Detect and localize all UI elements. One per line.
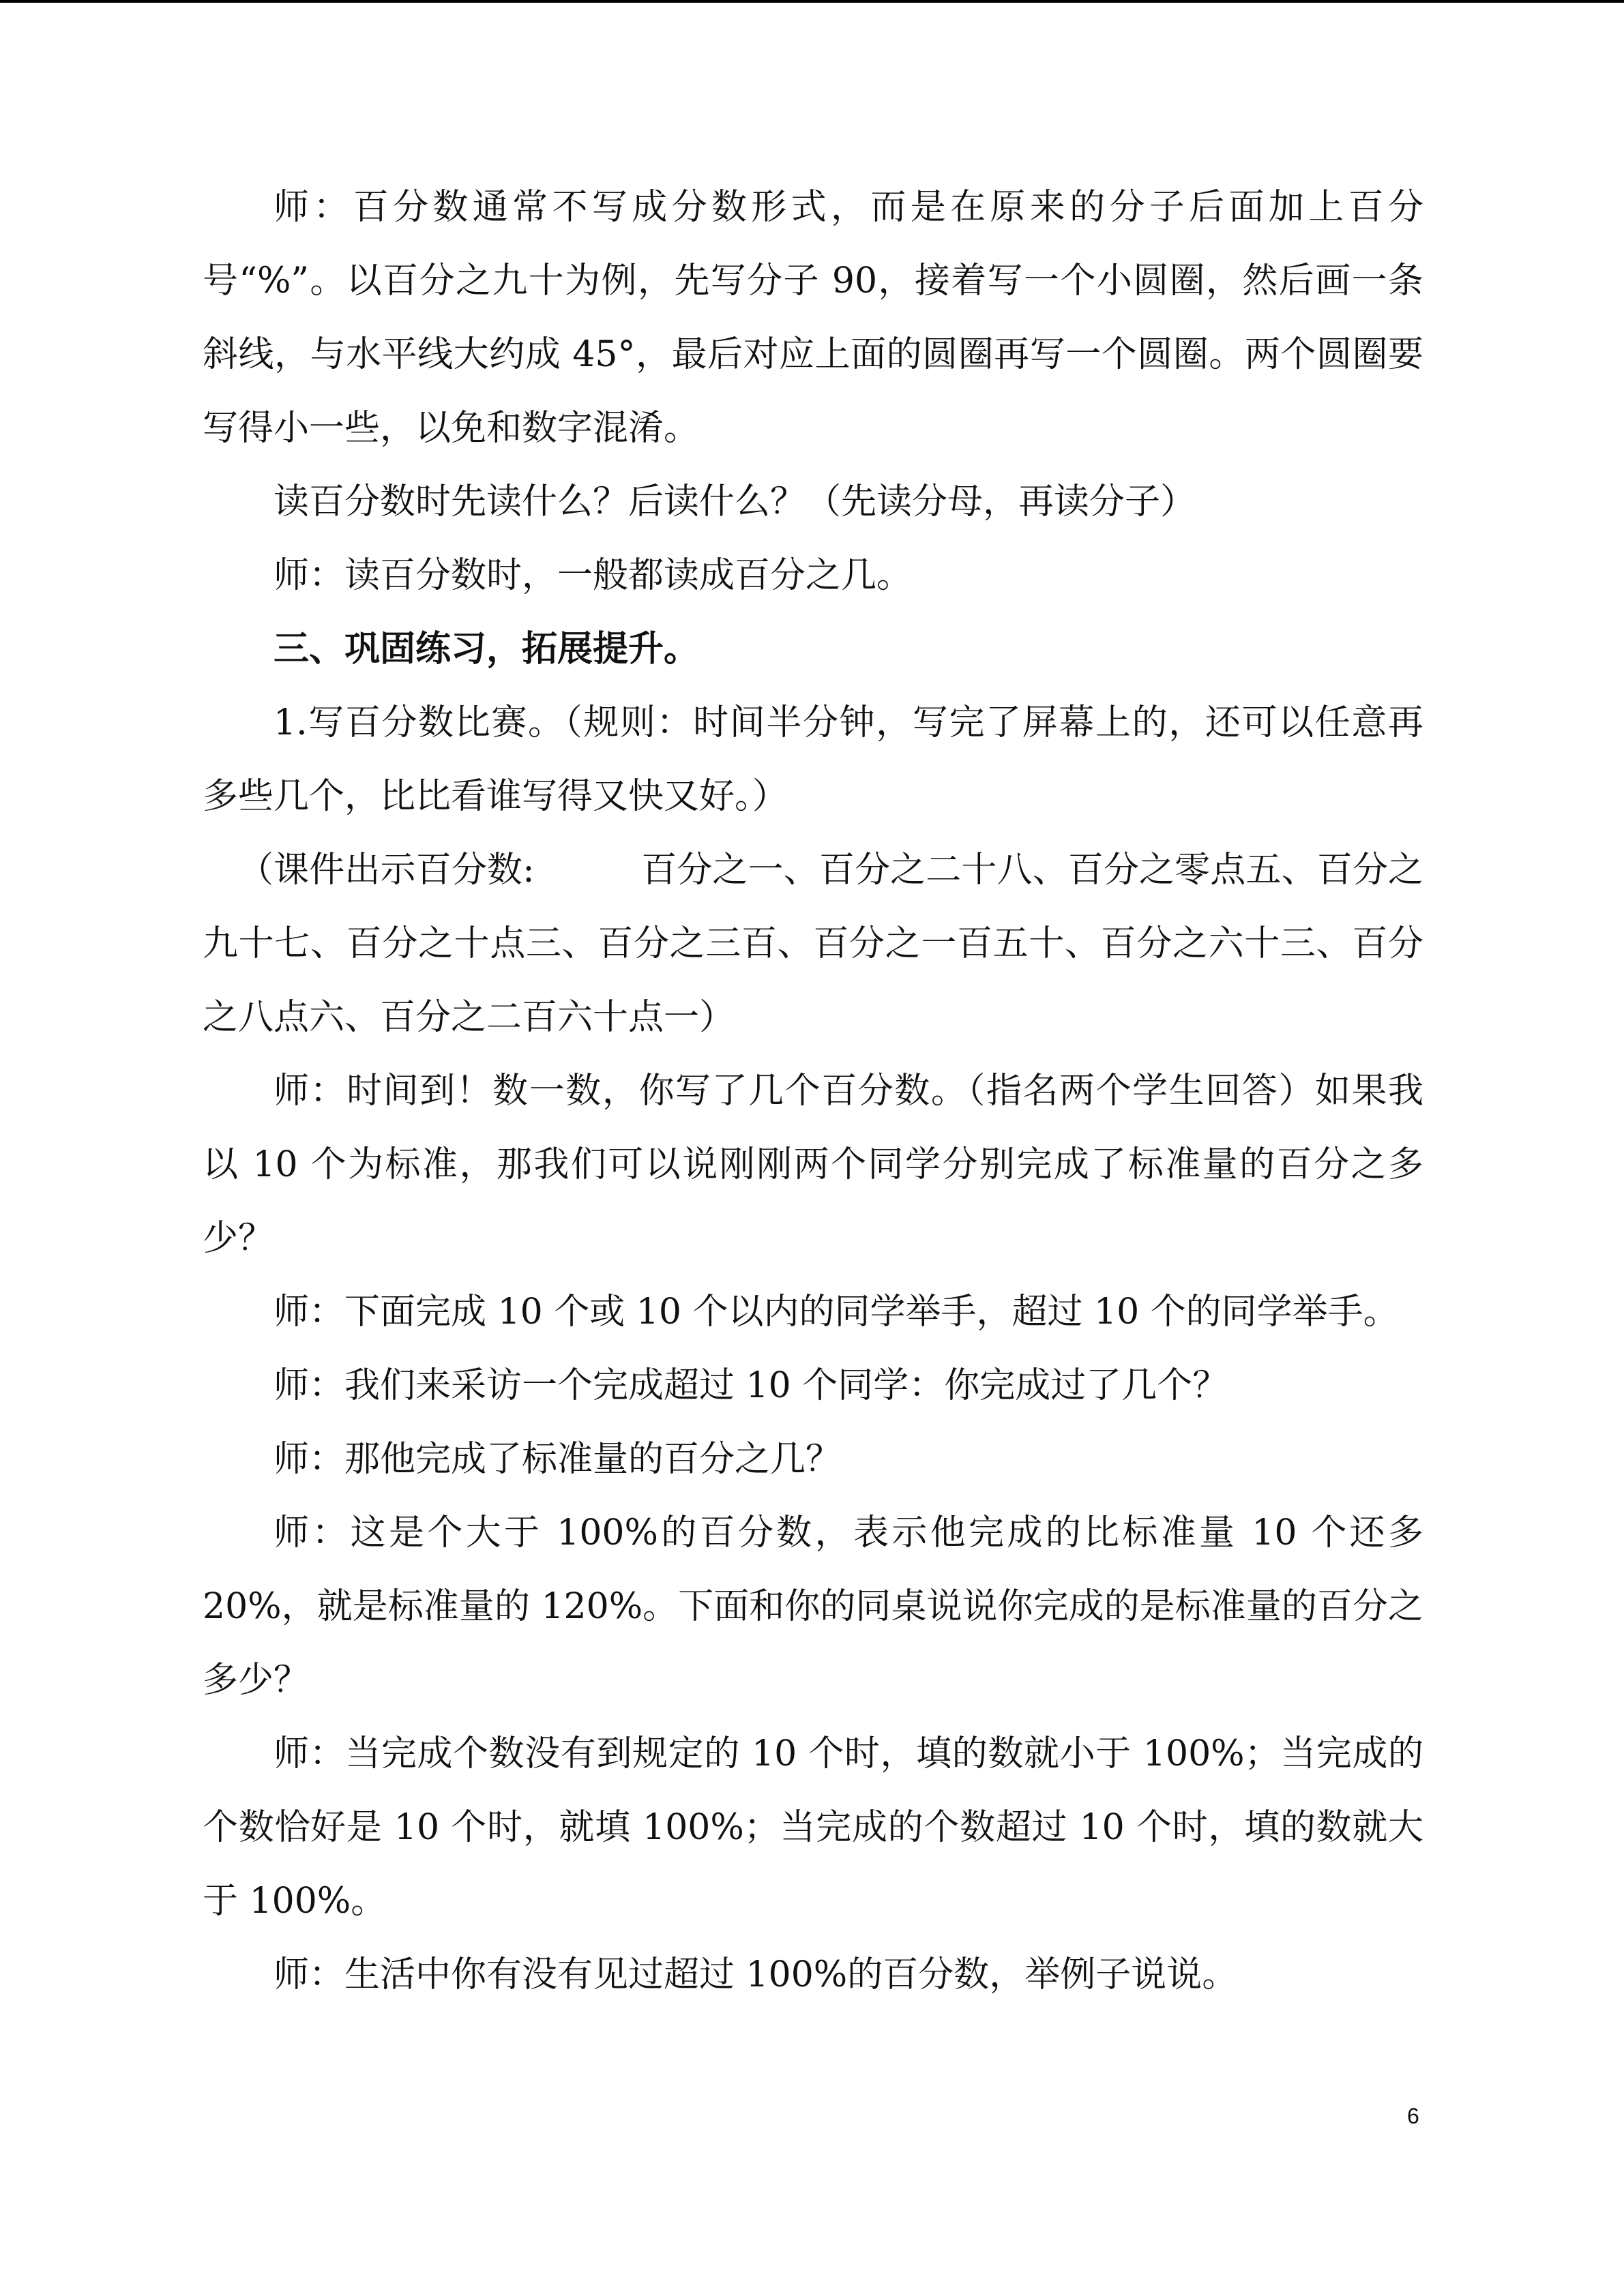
page-number: 6 bbox=[1407, 2104, 1419, 2128]
paragraph-writing-contest: 1.写百分数比赛。（规则：时间半分钟，写完了屏幕上的，还可以任意再多些几个，比比看谁写得又快又好。） bbox=[203, 702, 1423, 817]
paragraph-life-examples: 师：生活中你有没有见过超过 100%的百分数，举例子说说。 bbox=[274, 1954, 1238, 1995]
paragraph-percent-writing: 师：百分数通常不写成分数形式，而是在原来的分子后面加上百分号“%”。以百分之九十为例，先写分子 90，接着写一个小圆圈，然后画一条斜线，与水平线大约成 45°，最后对应上面的圆圈再写一个圆圈。两个圆圈要写得小一些，以免和数字混淆。 bbox=[203, 187, 1423, 449]
paragraph-over-hundred: 师：这是个大于 100%的百分数，表示他完成的比标准量 10 个还多 20%，就是标准量的 120%。下面和你的同桌说说你完成的是标准量的百分之多少？ bbox=[203, 1512, 1423, 1701]
body-text bbox=[203, 170, 1423, 2012]
paragraph-raise-hands: 师：下面完成 10 个或 10 个以内的同学举手，超过 10 个的同学举手。 bbox=[274, 1292, 1399, 1332]
paragraph-reading-question: 读百分数时先读什么？后读什么？（先读分母，再读分子） bbox=[274, 481, 1196, 522]
top-border-line bbox=[0, 0, 1624, 3]
paragraph-courseware-list: （课件出示百分数: 百分之一、百分之二十八、百分之零点五、百分之九十七、百分之十点三、百分之三百、百分之一百五十、百分之六十三、百分之八点六、百分之二百六十点一） bbox=[203, 850, 1423, 1038]
section-heading-practice: 三、巩固练习，拓展提升。 bbox=[274, 628, 700, 670]
paragraph-reading-rule: 师：读百分数时，一般都读成百分之几。 bbox=[274, 555, 913, 596]
paragraph-standard-question: 师：那他完成了标准量的百分之几？ bbox=[274, 1439, 842, 1480]
paragraph-interview: 师：我们来采访一个完成超过 10 个同学：你完成过了几个？ bbox=[274, 1365, 1228, 1406]
paragraph-summary: 师：当完成个数没有到规定的 10 个时，填的数就小于 100%；当完成的个数恰好是 10 个时，就填 100%；当完成的个数超过 10 个时，填的数就大于 100%。 bbox=[203, 1733, 1423, 1922]
paragraph-time-up: 师：时间到！数一数，你写了几个百分数。（指名两个学生回答）如果我以 10 个为标准，那我们可以说刚刚两个同学分别完成了标准量的百分之多少？ bbox=[203, 1071, 1423, 1259]
